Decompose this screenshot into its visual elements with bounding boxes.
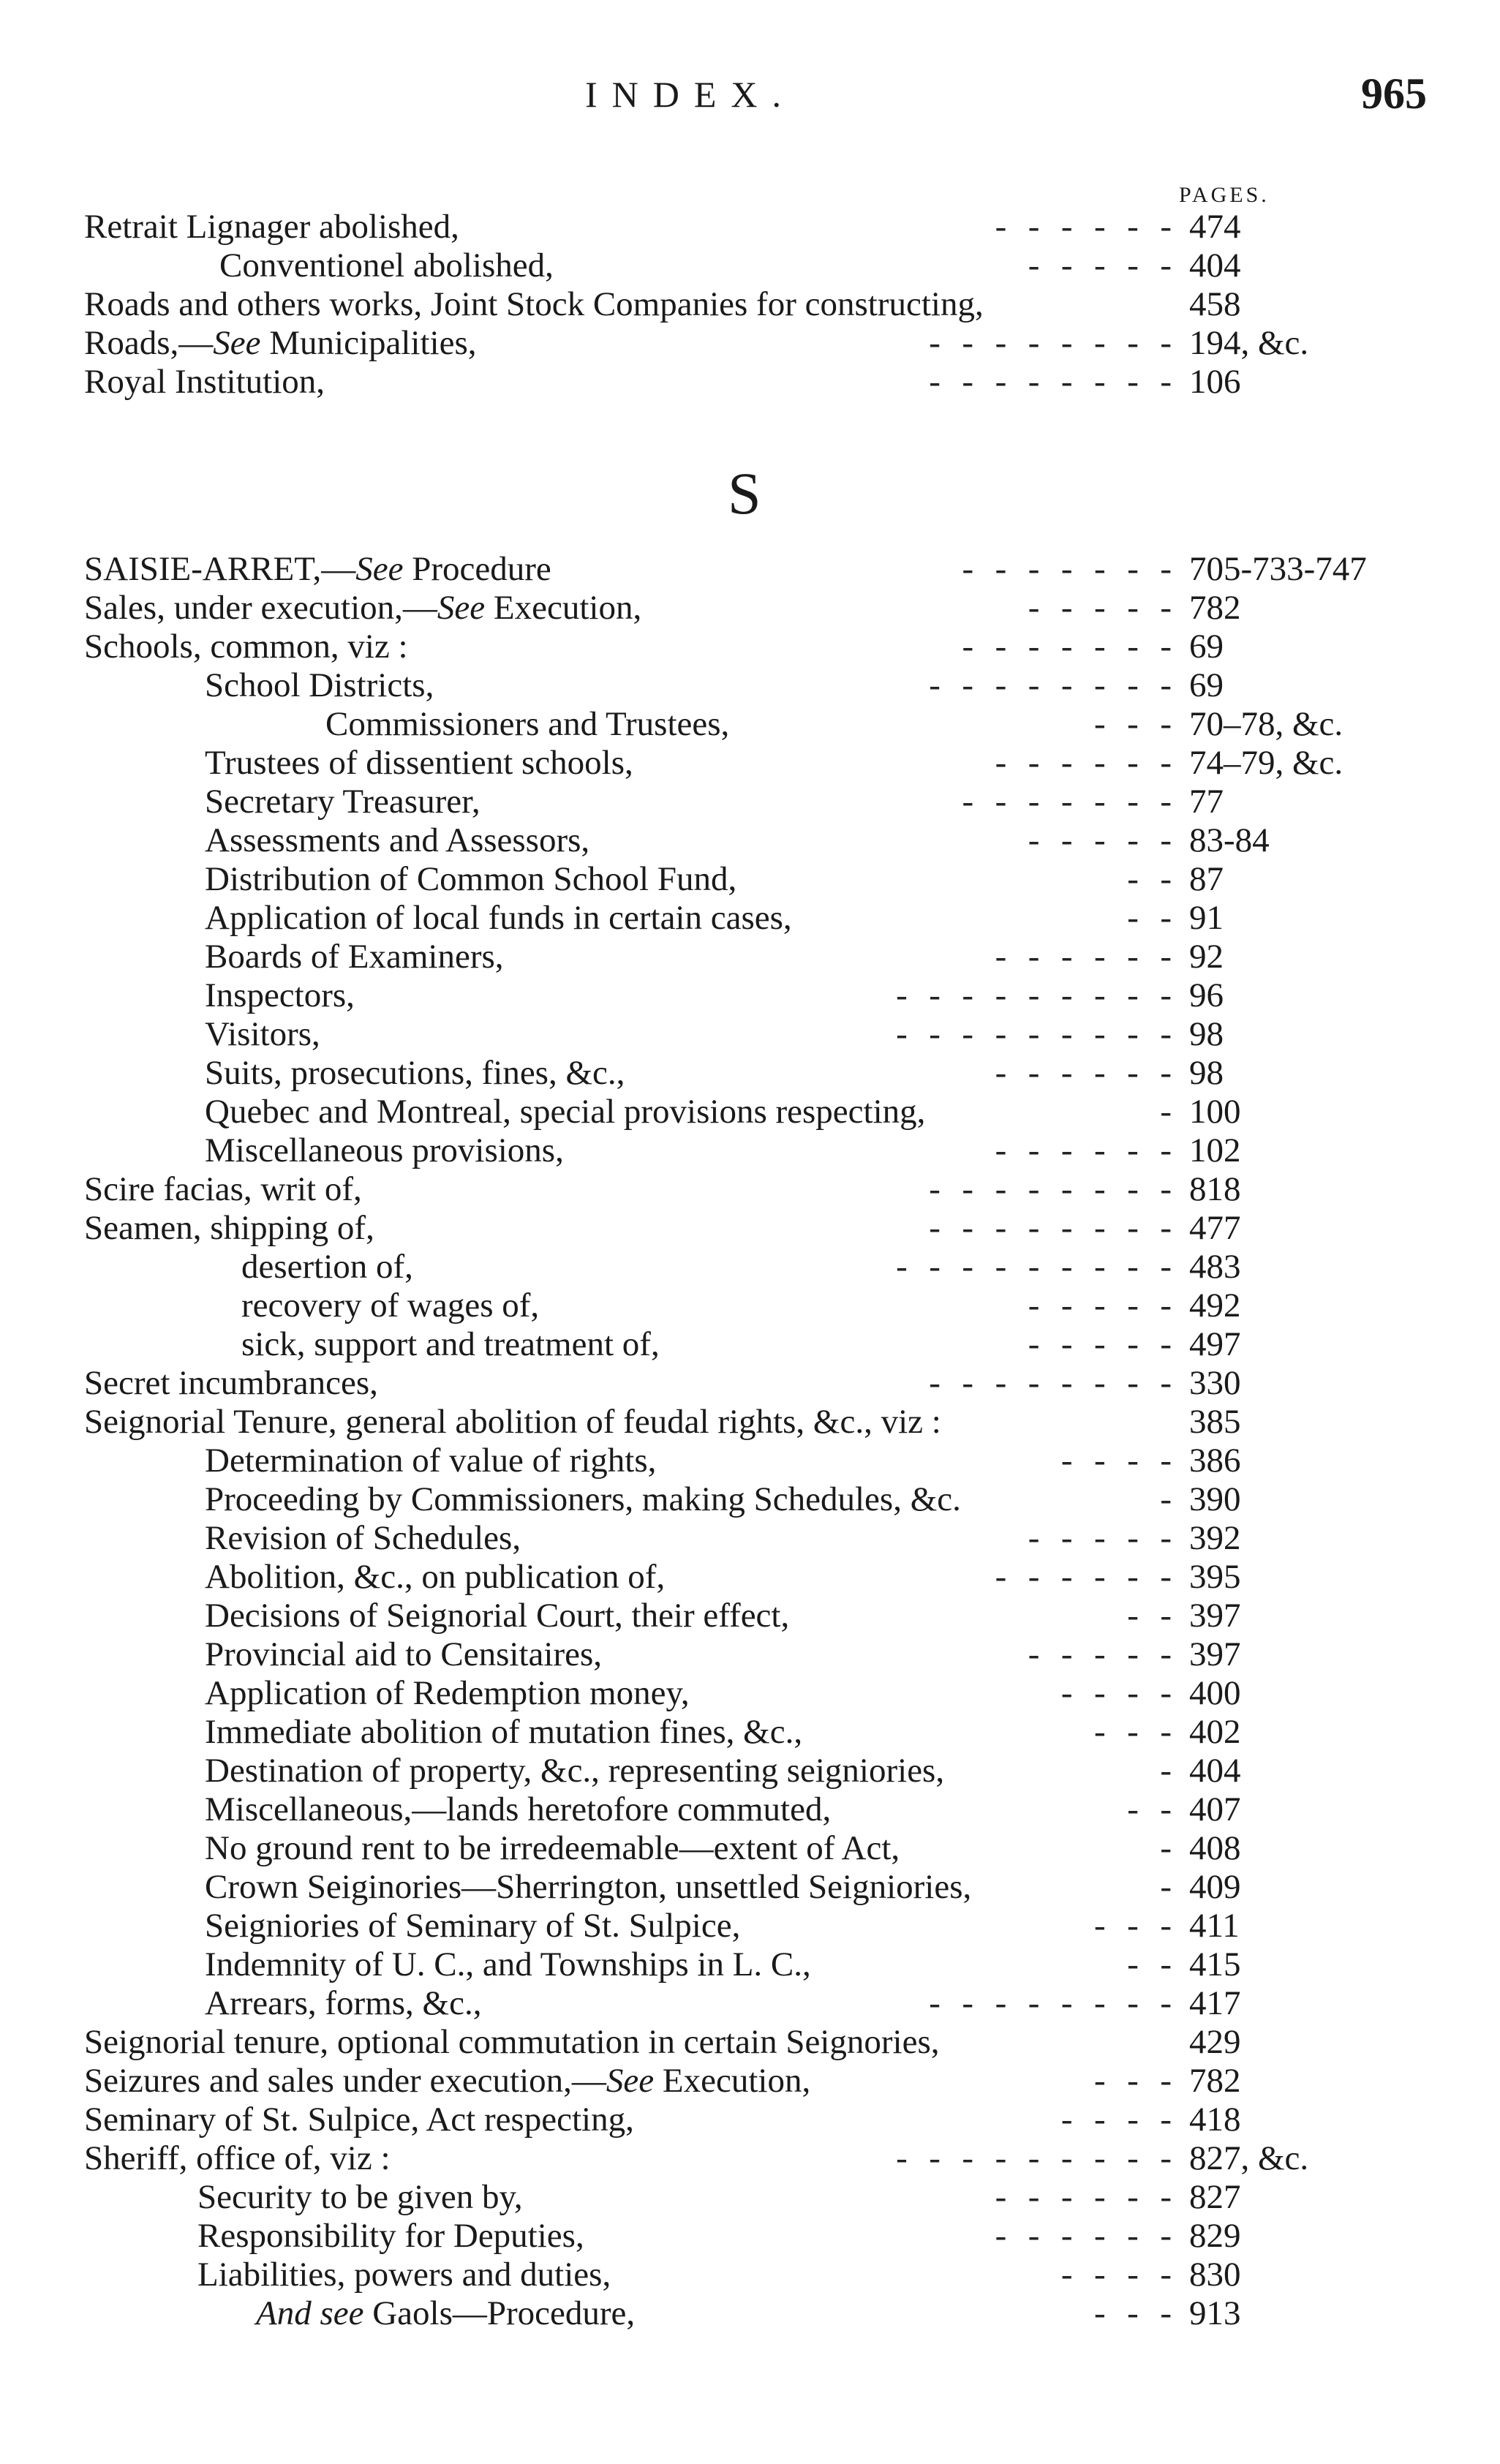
index-entry — [0, 2256, 1500, 2294]
index-entry — [0, 589, 1500, 628]
entry-heading: Trustees of dissentient schools, — [205, 744, 633, 782]
entry-text — [84, 2101, 634, 2139]
index-entry — [0, 1325, 1500, 1364]
index-entry — [0, 1829, 1500, 1868]
entry-heading: Crown Seiginories—Sherrington, unsettled Seigniories, — [205, 1868, 972, 1906]
dot-leader: - - — [1127, 1945, 1173, 1983]
entry-page-reference: 474 — [1189, 208, 1241, 246]
entry-heading: Responsibility for Deputies, — [197, 2217, 584, 2255]
entry-page-reference: 397 — [1189, 1635, 1241, 1673]
entry-text — [205, 938, 504, 976]
entry-heading: No ground rent to be irredeemable—extent of Act, — [205, 1829, 900, 1867]
entry-text — [241, 1248, 413, 1286]
entry-text — [325, 705, 729, 744]
dot-leader: - - - - - - — [995, 2217, 1173, 2255]
entry-text — [241, 1286, 539, 1325]
index-entry — [0, 208, 1500, 246]
entry-heading: Indemnity of U. C., and Townships in L. C., — [205, 1945, 811, 1983]
entry-text — [205, 976, 355, 1015]
dot-leader: - - — [1127, 1597, 1173, 1635]
dot-leader: - - - - - - - — [962, 783, 1173, 821]
entry-text — [205, 1907, 740, 1945]
index-entry — [0, 1984, 1500, 2023]
entry-reference-target: Procedure — [403, 550, 551, 588]
entry-reference-target: Municipalities, — [260, 324, 477, 362]
entry-page-reference: 827 — [1189, 2178, 1241, 2216]
entry-text — [205, 1519, 521, 1558]
entry-heading: Sheriff, office of, viz : — [84, 2139, 391, 2177]
entry-heading: Secretary Treasurer, — [205, 783, 480, 821]
index-entry — [0, 976, 1500, 1015]
entry-heading: Decisions of Seignorial Court, their effect, — [205, 1597, 790, 1635]
entry-text — [84, 1209, 374, 1248]
index-entry — [0, 2023, 1500, 2062]
entry-heading: Commissioners and Trustees, — [325, 705, 730, 743]
index-entry — [0, 821, 1500, 860]
entry-page-reference: 87 — [1189, 860, 1224, 898]
entry-heading: Application of local funds in certain cases, — [205, 899, 792, 937]
entry-text — [205, 1945, 811, 1984]
entry-text — [256, 2294, 635, 2333]
entry-text — [84, 285, 984, 324]
entry-text — [205, 666, 434, 705]
entry-text — [205, 1635, 602, 1674]
entry-text — [205, 1480, 961, 1519]
index-entry — [0, 1286, 1500, 1325]
entry-heading: Roads and others works, Joint Stock Companies for constructing, — [84, 285, 984, 323]
entry-heading: Seamen, shipping of, — [84, 1209, 374, 1247]
entry-heading: Sales, under execution,— — [84, 589, 437, 627]
entry-text — [205, 1868, 971, 1907]
entry-page-reference: 818 — [1189, 1170, 1241, 1208]
entry-text — [219, 246, 554, 285]
index-entry — [0, 938, 1500, 976]
entry-text — [205, 1558, 665, 1597]
entry-text — [84, 208, 459, 246]
dot-leader: - - - - - — [1028, 1325, 1173, 1363]
entry-text — [205, 783, 480, 821]
dot-leader: - - - - - - - - — [929, 363, 1173, 401]
entry-page-reference: 829 — [1189, 2217, 1241, 2255]
index-entry — [0, 1093, 1500, 1131]
dot-leader: - — [1160, 1868, 1173, 1906]
dot-leader: - - - - - — [1028, 589, 1173, 627]
dot-leader: - - - - - — [1028, 1286, 1173, 1325]
dot-leader: - - - - - - — [995, 938, 1173, 976]
running-title: INDEX. — [585, 74, 796, 115]
index-entry — [0, 1519, 1500, 1558]
section-letter-heading: S — [728, 460, 761, 527]
dot-leader: - - - - - - — [995, 744, 1173, 782]
dot-leader: - - — [1127, 860, 1173, 898]
index-entry — [0, 628, 1500, 666]
entry-heading: School Districts, — [205, 666, 434, 704]
dot-leader: - - - - - - - — [962, 628, 1173, 666]
entry-page-reference: 415 — [1189, 1945, 1241, 1983]
entry-heading: recovery of wages of, — [241, 1286, 540, 1325]
index-entry — [0, 1674, 1500, 1713]
dot-leader: - - - - - — [1028, 1635, 1173, 1673]
dot-leader: - - - — [1094, 1907, 1173, 1945]
entry-heading: Seminary of St. Sulpice, Act respecting, — [84, 2101, 634, 2139]
dot-leader: - - - - - - — [995, 208, 1173, 246]
index-entry — [0, 2294, 1500, 2333]
index-entry — [0, 783, 1500, 821]
entry-text — [84, 1170, 362, 1209]
index-entry — [0, 899, 1500, 938]
entry-text — [205, 1054, 625, 1093]
entry-text — [205, 1984, 481, 2023]
dot-leader: - - - - - - - - — [929, 666, 1173, 704]
entry-page-reference: 83-84 — [1189, 821, 1270, 859]
dot-leader: - - - - - - - - - — [896, 976, 1173, 1014]
dot-leader: - - - - - — [1028, 246, 1173, 285]
index-entry — [0, 1790, 1500, 1829]
entry-heading: Roads,— — [84, 324, 214, 362]
entry-text — [205, 1093, 925, 1131]
entry-heading: Provincial aid to Censitaires, — [205, 1635, 603, 1673]
index-entry — [0, 1907, 1500, 1945]
entry-page-reference: 913 — [1189, 2294, 1241, 2332]
entry-text — [205, 899, 792, 938]
entry-page-reference: 96 — [1189, 976, 1224, 1014]
entry-text — [205, 1674, 690, 1713]
dot-leader: - — [1160, 1093, 1173, 1131]
index-entry — [0, 246, 1500, 285]
entry-text — [84, 324, 477, 363]
index-entry — [0, 1752, 1500, 1790]
entry-heading: Inspectors, — [205, 976, 355, 1014]
dot-leader: - - - - - - - - — [929, 1170, 1173, 1208]
entry-page-reference: 100 — [1189, 1093, 1241, 1131]
index-entry — [0, 2062, 1500, 2101]
entry-page-reference: 827, &c. — [1189, 2139, 1309, 2177]
entry-heading: Destination of property, &c., representing seigniories, — [205, 1752, 945, 1790]
entry-heading: Boards of Examiners, — [205, 938, 504, 976]
entry-page-reference: 77 — [1189, 783, 1224, 821]
entry-page-reference: 102 — [1189, 1131, 1241, 1169]
page-header — [0, 69, 1500, 139]
index-entry — [0, 2178, 1500, 2217]
entry-heading: Seignorial tenure, optional commutation in certain Seignories, — [84, 2023, 940, 2061]
entry-text — [205, 821, 589, 860]
index-entry — [0, 1713, 1500, 1752]
page-number: 965 — [1361, 69, 1427, 118]
entry-text — [205, 1597, 789, 1635]
entry-heading: Abolition, &c., on publication of, — [205, 1558, 666, 1596]
index-entry — [0, 2101, 1500, 2139]
entry-reference-target: Execution, — [654, 2062, 811, 2100]
entry-text — [197, 2256, 611, 2294]
index-entry — [0, 550, 1500, 589]
entry-page-reference: 705-733-747 — [1189, 550, 1367, 588]
entry-heading: Determination of value of rights, — [205, 1442, 657, 1480]
entry-heading: Conventionel abolished, — [219, 246, 554, 285]
dot-leader: - - - — [1094, 2294, 1173, 2332]
entry-page-reference: 70–78, &c. — [1189, 705, 1343, 743]
entry-text — [84, 363, 325, 402]
entry-text — [205, 1829, 900, 1868]
entry-page-reference: 385 — [1189, 1403, 1241, 1441]
index-entry — [0, 1248, 1500, 1286]
index-entry — [0, 705, 1500, 744]
dot-leader: - - — [1127, 899, 1173, 937]
entry-heading: Security to be given by, — [197, 2178, 523, 2216]
dot-leader: - - - - - - - — [962, 550, 1173, 588]
dot-leader: - - - - - - — [995, 1054, 1173, 1092]
entry-page-reference: 417 — [1189, 1984, 1241, 2022]
index-entry — [0, 363, 1500, 402]
entry-heading: Application of Redemption money, — [205, 1674, 690, 1712]
index-entry — [0, 1635, 1500, 1674]
entry-reference-target: Execution, — [485, 589, 642, 627]
dot-leader: - - - - - - - - — [929, 324, 1173, 362]
entry-text — [84, 2139, 391, 2178]
entry-page-reference: 106 — [1189, 363, 1241, 401]
dot-leader: - - - - - — [1028, 1519, 1173, 1557]
entry-text — [205, 1015, 320, 1054]
entry-heading: Miscellaneous provisions, — [205, 1131, 564, 1169]
dot-leader: - - - - - - - - — [929, 1209, 1173, 1247]
entry-heading: Assessments and Assessors, — [205, 821, 590, 859]
entry-page-reference: 458 — [1189, 285, 1241, 323]
entry-page-reference: 390 — [1189, 1480, 1241, 1518]
entry-heading: desertion of, — [241, 1248, 413, 1286]
entry-text — [84, 2023, 940, 2062]
entry-page-reference: 483 — [1189, 1248, 1241, 1286]
dot-leader: - - - - - - - - - — [896, 1015, 1173, 1053]
dot-leader: - - - - — [1060, 2256, 1173, 2294]
index-entry — [0, 1015, 1500, 1054]
index-entry — [0, 2217, 1500, 2256]
index-entry — [0, 1442, 1500, 1480]
entry-page-reference: 408 — [1189, 1829, 1241, 1867]
entry-page-reference: 74–79, &c. — [1189, 744, 1343, 782]
entry-page-reference: 69 — [1189, 628, 1224, 666]
index-entry — [0, 285, 1500, 324]
dot-leader: - - - — [1094, 705, 1173, 743]
entry-page-reference: 409 — [1189, 1868, 1241, 1906]
entry-page-reference: 411 — [1189, 1907, 1240, 1945]
entry-text — [205, 1752, 944, 1790]
entry-text — [197, 2217, 584, 2256]
entry-heading: Schools, common, viz : — [84, 628, 408, 666]
dot-leader: - - - - — [1060, 1442, 1173, 1480]
entry-text — [205, 1790, 831, 1829]
entry-heading: Quebec and Montreal, special provisions respecting, — [205, 1093, 926, 1131]
entry-page-reference: 407 — [1189, 1790, 1241, 1828]
entry-heading: Visitors, — [205, 1015, 320, 1053]
entry-page-reference: 418 — [1189, 2101, 1241, 2139]
index-entry — [0, 1054, 1500, 1093]
entry-page-reference: 782 — [1189, 2062, 1241, 2100]
entry-heading: Revision of Schedules, — [205, 1519, 521, 1557]
entry-text — [84, 550, 551, 589]
entry-text — [205, 1442, 656, 1480]
entry-page-reference: 392 — [1189, 1519, 1241, 1557]
entry-page-reference: 830 — [1189, 2256, 1241, 2294]
see-reference: See — [355, 550, 404, 588]
dot-leader: - - - - - - — [995, 2178, 1173, 2216]
entry-page-reference: 400 — [1189, 1674, 1241, 1712]
entry-page-reference: 402 — [1189, 1713, 1241, 1751]
dot-leader: - - - — [1094, 1713, 1173, 1751]
entry-heading: Miscellaneous,—lands heretofore commuted, — [205, 1790, 832, 1828]
dot-leader: - - - - - - - - — [929, 1984, 1173, 2022]
entry-page-reference: 98 — [1189, 1054, 1224, 1092]
index-entry — [0, 1558, 1500, 1597]
entry-heading: Retrait Lignager abolished, — [84, 208, 459, 246]
entry-heading: Seignorial Tenure, general abolition of feudal rights, &c., viz : — [84, 1403, 941, 1441]
index-entry — [0, 1945, 1500, 1984]
entry-text — [205, 1131, 564, 1170]
index-entry — [0, 2139, 1500, 2178]
entry-page-reference: 92 — [1189, 938, 1224, 976]
dot-leader: - - - - - - — [995, 1131, 1173, 1169]
index-entry — [0, 1170, 1500, 1209]
entry-text — [241, 1325, 660, 1364]
entry-page-reference: 492 — [1189, 1286, 1241, 1325]
entry-text — [84, 589, 641, 628]
dot-leader: - - - — [1094, 2062, 1173, 2100]
entry-heading: Proceeding by Commissioners, making Schedules, &c. — [205, 1480, 961, 1518]
entry-text — [205, 744, 633, 783]
entry-reference-target: Gaols—Procedure, — [363, 2294, 636, 2332]
entry-heading: Scire facias, writ of, — [84, 1170, 362, 1208]
entry-page-reference: 397 — [1189, 1597, 1241, 1635]
see-reference: See — [437, 589, 486, 627]
entry-heading: Arrears, forms, &c., — [205, 1984, 482, 2022]
entry-heading: sick, support and treatment of, — [241, 1325, 660, 1363]
see-reference: And see — [256, 2294, 364, 2332]
entry-heading: Secret incumbrances, — [84, 1364, 378, 1402]
dot-leader: - - - - - — [1028, 821, 1173, 859]
index-entry — [0, 1868, 1500, 1907]
dot-leader: - — [1160, 1480, 1173, 1518]
entry-heading: Royal Institution, — [84, 363, 325, 401]
dot-leader: - - - - — [1060, 2101, 1173, 2139]
dot-leader: - - - - — [1060, 1674, 1173, 1712]
entry-page-reference: 477 — [1189, 1209, 1241, 1247]
dot-leader: - - — [1127, 1790, 1173, 1828]
see-reference: See — [606, 2062, 655, 2100]
entry-page-reference: 386 — [1189, 1442, 1241, 1480]
entry-heading: Suits, prosecutions, fines, &c., — [205, 1054, 625, 1092]
index-entry — [0, 1597, 1500, 1635]
pages-column-heading: PAGES. — [1179, 183, 1270, 207]
entry-page-reference: 98 — [1189, 1015, 1224, 1053]
index-entry — [0, 1480, 1500, 1519]
entry-page-reference: 497 — [1189, 1325, 1241, 1363]
see-reference: See — [213, 324, 261, 362]
index-entry — [0, 1364, 1500, 1403]
entry-page-reference: 69 — [1189, 666, 1224, 704]
entry-page-reference: 429 — [1189, 2023, 1241, 2061]
dot-leader: - - - - - - - - - — [896, 1248, 1173, 1286]
entry-text — [205, 860, 736, 899]
entry-page-reference: 395 — [1189, 1558, 1241, 1596]
entry-text — [84, 1403, 941, 1442]
entry-text — [197, 2178, 523, 2217]
dot-leader: - - - - - - — [995, 1558, 1173, 1596]
index-entry — [0, 860, 1500, 899]
entry-text — [205, 1713, 802, 1752]
entry-page-reference: 782 — [1189, 589, 1241, 627]
entry-page-reference: 404 — [1189, 1752, 1241, 1790]
index-entry — [0, 744, 1500, 783]
entry-heading: Seizures and sales under execution,— — [84, 2062, 606, 2100]
entry-text — [84, 628, 408, 666]
dot-leader: - - - - - - - - - — [896, 2139, 1173, 2177]
dot-leader: - — [1160, 1752, 1173, 1790]
entry-page-reference: 91 — [1189, 899, 1224, 937]
entry-heading: Liabilities, powers and duties, — [197, 2256, 611, 2294]
dot-leader: - — [1160, 1829, 1173, 1867]
index-entry — [0, 1209, 1500, 1248]
entry-page-reference: 330 — [1189, 1364, 1241, 1402]
entry-text — [84, 1364, 378, 1403]
index-entry — [0, 1403, 1500, 1442]
entry-heading: Seigniories of Seminary of St. Sulpice, — [205, 1907, 741, 1945]
index-entry — [0, 324, 1500, 363]
entry-text — [84, 2062, 810, 2101]
entry-page-reference: 404 — [1189, 246, 1241, 285]
entry-page-reference: 194, &c. — [1189, 324, 1309, 362]
entry-heading: Immediate abolition of mutation fines, &c., — [205, 1713, 803, 1751]
index-entry — [0, 1131, 1500, 1170]
dot-leader: - - - - - - - - — [929, 1364, 1173, 1402]
index-entry — [0, 666, 1500, 705]
entry-heading: SAISIE-ARRET,— — [84, 550, 356, 588]
entry-heading: Distribution of Common School Fund, — [205, 860, 737, 898]
